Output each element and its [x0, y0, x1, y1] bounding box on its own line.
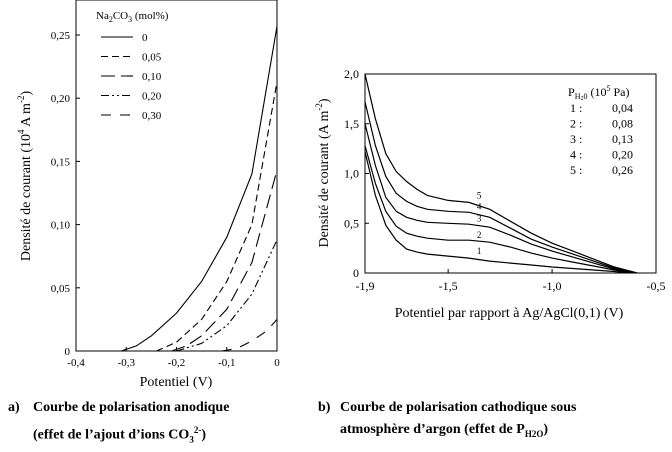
chart-b-series-line-2 [365, 146, 631, 273]
chart-a-y-tick-label: 0,05 [50, 282, 70, 295]
caption-b [318, 397, 668, 445]
chart-b-x-tick-label: -0,5 [646, 279, 666, 293]
chart-b-curve-label: 3 [476, 213, 482, 224]
caption-a-text [33, 397, 229, 450]
chart-b-y-tick-label: 2,0 [344, 67, 359, 81]
chart-a-y-axis-label: Densité de courant ($10^4$ A $m^{-2}$) [16, 90, 34, 262]
chart-b-y-axis-label: Densité de courant (A $m^{-2}$) [314, 98, 332, 248]
chart-b-curve-label: 4 [476, 201, 482, 212]
chart-a-y-tick-label: 0 [64, 346, 70, 358]
chart-a-plot-area [76, 0, 277, 351]
chart-b-series [365, 74, 637, 273]
chart-b-legend-value: 0,20 [612, 147, 633, 162]
chart-b-series-line-4 [365, 102, 635, 273]
chart-a-series-line-2 [172, 170, 278, 351]
chart-b-x-tick-label: -1,0 [542, 279, 562, 293]
chart-b-curve-label: 1 [476, 246, 482, 257]
chart-a-legend-label: 0,05 [142, 51, 162, 64]
chart-b-legend-key: 4 : [570, 147, 583, 162]
caption-b-line2: atmosphère d’argon (effet de $P_{H2O}$) [340, 422, 548, 439]
chart-b-legend-value: 0,13 [612, 132, 633, 146]
chart-b-legend-value: 0,08 [612, 116, 633, 131]
caption-b-line1: Courbe de polarisation cathodique sous [340, 400, 577, 415]
chart-a-x-axis-label: Potentiel (V) [139, 375, 213, 390]
chart-a-y-tick-label: 0,25 [50, 30, 70, 42]
chart-a-legend-label: 0 [142, 32, 148, 44]
chart-a-legend [96, 10, 169, 122]
chart-b-y-tick-label: 0,5 [344, 216, 359, 231]
chart-b-series-line-5 [365, 74, 637, 273]
chart-b-legend-title: $P_H20$ ($10^5$ Pa) [568, 84, 630, 102]
chart-b-legend-value: 0,04 [612, 101, 633, 115]
chart-a-legend-title: $Na_2CO_3$ (mol%) [96, 10, 169, 24]
caption-b-text [340, 397, 576, 445]
caption-b-letter: b) [318, 400, 331, 415]
chart-a-legend-label: 0,10 [142, 71, 162, 83]
chart-b-y-tick-label: 0 [353, 266, 359, 280]
caption-a-line1: Courbe de polarisation anodique [33, 400, 230, 415]
chart-b-x-tick-label: -1,5 [438, 279, 458, 293]
chart-b-series-line-3 [365, 124, 633, 273]
chart-a-x-tick-label: -0,1 [218, 357, 236, 369]
chart-a-x-tick-label: -0,4 [67, 357, 85, 369]
chart-b-curve-label: 5 [476, 190, 482, 201]
caption-a-letter: a) [8, 400, 20, 415]
chart-a-series-line-4 [222, 319, 277, 351]
chart-a-y-tick-label: 0,20 [50, 93, 70, 106]
chart-a-legend-label: 0,20 [142, 90, 162, 103]
chart-a-frame [76, 0, 277, 351]
chart-b-legend-key: 3 : [570, 132, 583, 146]
chart-a-ylabel-exp: 4 [16, 129, 26, 135]
chart-b-cathodic-polarization [314, 67, 666, 321]
chart-b-series-line-1 [365, 152, 631, 273]
chart-b-curve-label: 2 [476, 230, 482, 241]
chart-a-y-tick-label: 0,10 [50, 219, 70, 232]
chart-b-y-tick-label: 1,5 [344, 116, 359, 131]
chart-a-x-tick-label: -0,2 [167, 357, 186, 369]
chart-a-y-tick-label: 0,15 [50, 156, 70, 169]
chart-a-x-tick-label: 0 [274, 357, 280, 369]
chart-b-legend-key: 5 : [570, 163, 583, 177]
chart-b-legend [568, 84, 633, 177]
chart-b-legend-value: 0,26 [612, 163, 633, 177]
chart-b-legend-key: 2 : [570, 116, 583, 131]
chart-b-curve-labels [477, 190, 482, 256]
caption-a-line2: (effet de l’ajout d’ions $CO_3^{2-}$) [33, 425, 206, 445]
chart-b-y-tick-label: 1,0 [344, 166, 359, 181]
chart-a-x-tick-label: -0,3 [117, 357, 135, 369]
chart-b-legend-key: 1 : [570, 101, 583, 115]
chart-a-series-line-1 [156, 82, 277, 351]
chart-a-anodic-polarization [16, 0, 280, 390]
chart-b-x-tick-label: -1,9 [355, 279, 375, 293]
chart-b-x-axis-label: Potentiel par rapport à Ag/AgCl(0,1) (V) [394, 306, 624, 321]
chart-a-ticks [51, 30, 281, 369]
caption-a [8, 397, 298, 445]
chart-a-legend-label: 0,30 [142, 110, 162, 122]
